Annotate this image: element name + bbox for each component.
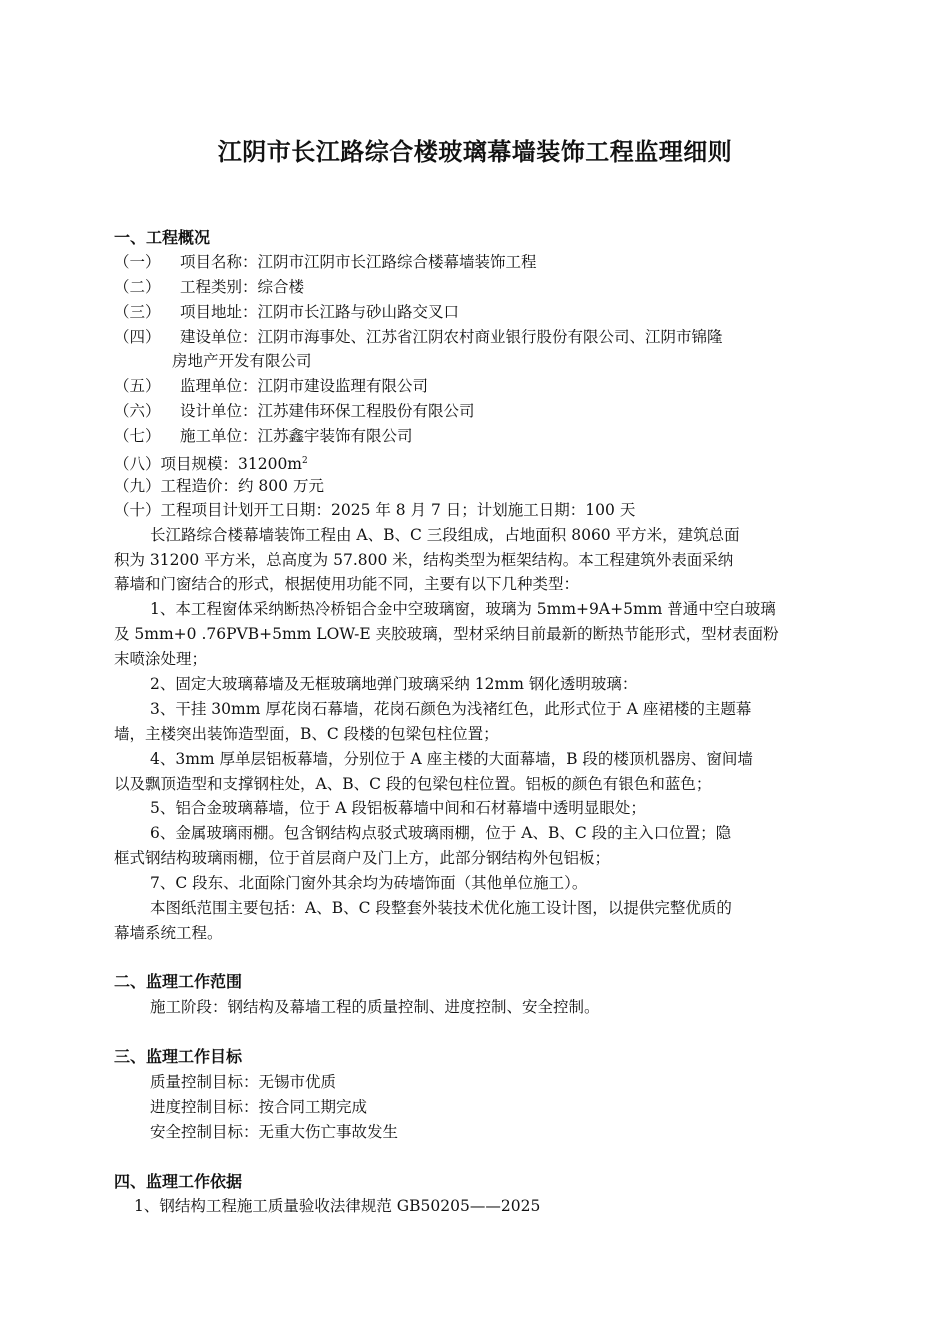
goal-line: 进度控制目标：按合同工期完成 — [150, 1098, 368, 1116]
overview-item — [114, 250, 864, 274]
section-heading-goals: 三、监理工作目标 — [114, 1047, 243, 1066]
paragraph-line: 框式钢结构玻璃雨棚，位于首层商户及门上方，此部分钢结构外包铝板； — [114, 849, 611, 867]
section-heading-scope: 二、监理工作范围 — [114, 972, 243, 991]
item-number: （七） — [114, 427, 161, 445]
paragraph-line: 长江路综合楼幕墙装饰工程由 A、B、C 三段组成，占地面积 8060 平方米，建筑总面 — [150, 526, 740, 544]
overview-item-cost: （九）工程造价：约 800 万元 — [114, 477, 324, 495]
superscript: 2 — [302, 456, 308, 466]
paragraph-line: 5、铝合金玻璃幕墙，位于 A 段铝板幕墙中间和石材幕墙中透明显眼处； — [150, 799, 646, 817]
document-title: 江阴市长江路综合楼玻璃幕墙装饰工程监理细则 — [217, 138, 733, 166]
item-number: （六） — [114, 402, 161, 420]
overview-item — [114, 275, 864, 299]
overview-item-schedule: （十）工程项目计划开工日期：2025 年 8 月 7 日；计划施工日期：100 天 — [114, 501, 636, 519]
overview-item — [114, 374, 864, 398]
paragraph-line: 幕墙系统工程。 — [114, 924, 223, 942]
paragraph-line: 及 5mm+0 .76PVB+5mm LOW-E 夹胶玻璃，型材采纳目前最新的断热节能形式，型材表面粉 — [114, 625, 779, 643]
overview-item-continuation: 房地产开发有限公司 — [172, 352, 312, 370]
paragraph-line: 4、3mm 厚单层铝板幕墙，分别位于 A 座主楼的大面幕墙，B 段的楼顶机器房、窗间墙 — [150, 750, 753, 768]
paragraph-line: 1、本工程窗体采纳断热冷桥铝合金中空玻璃窗，玻璃为 5mm+9A+5mm 普通中空白玻璃 — [150, 600, 776, 618]
paragraph-line: 积为 31200 平方米，总高度为 57.800 米，结构类型为框架结构。本工程建筑外表面采纳 — [114, 551, 734, 569]
item-number: （三） — [114, 303, 161, 321]
overview-item — [114, 300, 864, 324]
item-text: 监理单位：江阴市建设监理有限公司 — [180, 377, 429, 395]
paragraph-line: 7、C 段东、北面除门窗外其余均为砖墙饰面（其他单位施工）。 — [150, 874, 588, 892]
section-heading-basis: 四、监理工作依据 — [114, 1172, 243, 1191]
item-text: 建设单位：江阴市海事处、江苏省江阴农村商业银行股份有限公司、江阴市锦隆 — [180, 328, 723, 346]
section-heading-overview: 一、工程概况 — [114, 228, 211, 247]
overview-item — [114, 424, 864, 448]
item-text: 施工单位：江苏鑫宇装饰有限公司 — [180, 427, 413, 445]
paragraph-line: 墙，主楼突出装饰造型面，B、C 段楼的包梁包柱位置； — [114, 725, 499, 743]
overview-item — [114, 399, 864, 423]
item-number: （五） — [114, 377, 161, 395]
item-text: 工程类别：综合楼 — [180, 278, 305, 296]
item-text: 项目名称：江阴市江阴市长江路综合楼幕墙装饰工程 — [180, 253, 537, 271]
item-text: 项目地址：江阴市长江路与砂山路交叉口 — [180, 303, 460, 321]
item-number: （二） — [114, 278, 161, 296]
overview-item — [114, 325, 864, 349]
goal-line: 质量控制目标：无锡市优质 — [150, 1073, 337, 1091]
basis-line: 1、钢结构工程施工质量验收法律规范 GB50205——2025 — [134, 1197, 541, 1215]
paragraph-line: 6、金属玻璃雨棚。包含钢结构点驳式玻璃雨棚，位于 A、B、C 段的主入口位置；隐 — [150, 824, 732, 842]
item-text: 设计单位：江苏建伟环保工程股份有限公司 — [180, 402, 475, 420]
paragraph-line: 3、干挂 30mm 厚花岗石幕墙，花岗石颜色为浅褚红色，此形式位于 A 座裙楼的主题幕 — [150, 700, 752, 718]
scope-text: 施工阶段：钢结构及幕墙工程的质量控制、进度控制、安全控制。 — [150, 998, 600, 1016]
paragraph-line: 2、固定大玻璃幕墙及无框玻璃地弹门玻璃采纳 12mm 钢化透明玻璃： — [150, 675, 638, 693]
paragraph-line: 幕墙和门窗结合的形式，根据使用功能不同，主要有以下几种类型： — [114, 575, 580, 593]
overview-item-scale — [114, 449, 864, 476]
paragraph-line: 本图纸范围主要包括：A、B、C 段整套外装技术优化施工设计图，以提供完整优质的 — [150, 899, 732, 917]
paragraph-line: 以及飘顶造型和支撑钢柱处，A、B、C 段的包梁包柱位置。铝板的颜色有银色和蓝色； — [114, 775, 712, 793]
item-number: （四） — [114, 328, 161, 346]
goal-line: 安全控制目标：无重大伤亡事故发生 — [150, 1123, 399, 1141]
item-number: （一） — [114, 253, 161, 271]
paragraph-line: 末喷涂处理； — [114, 650, 208, 668]
item-text: （八）项目规模：31200m — [114, 455, 303, 474]
